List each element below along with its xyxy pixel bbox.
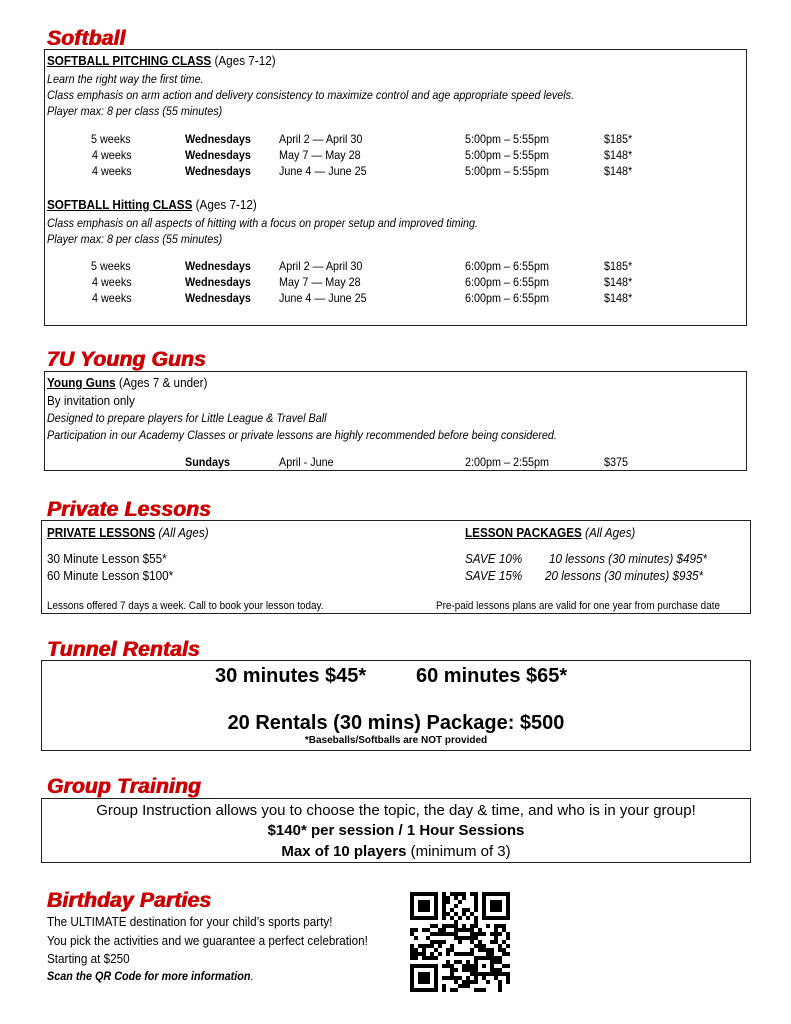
hitting-session-row: 4 weeks Wednesdays May 7 — May 28 6:00pm – 6:55pm $148* [92, 275, 633, 289]
group-training-desc: Group Instruction allows you to choose the topic, the day & time, and who is in your group! [96, 802, 696, 819]
lesson-60-min: 60 Minute Lesson $100* [47, 568, 174, 583]
hitting-class-title: SOFTBALL Hitting CLASS (Ages 7-12) [47, 197, 257, 212]
tunnel-note: *Baseballs/Softballs are NOT provided [304, 735, 488, 746]
pitching-desc-1: Learn the right way the first time. [47, 72, 204, 86]
private-lessons-box [41, 520, 751, 614]
tunnel-rentals-heading: Tunnel Rentals [47, 638, 200, 661]
birthday-line-1: The ULTIMATE destination for your child’s sports party! [47, 914, 333, 929]
lessons-note: Lessons offered 7 days a week. Call to book your lesson today. [47, 600, 324, 612]
softball-box [44, 49, 747, 326]
invitation-only-text: By invitation only [47, 393, 135, 408]
birthday-line-3: Starting at $250 [47, 951, 130, 966]
young-guns-heading: 7U Young Guns [47, 348, 206, 371]
private-lessons-heading: Private Lessons [47, 498, 212, 521]
private-lessons-title: PRIVATE LESSONS (All Ages) [47, 525, 209, 540]
packages-note: Pre-paid lessons plans are valid for one year from purchase date [436, 600, 720, 612]
young-guns-title: Young Guns (Ages 7 & under) [47, 375, 208, 390]
pitching-desc-2: Class emphasis on arm action and delivery consistency to maximize control and age appropriate speed levels. [47, 88, 575, 102]
hitting-session-row: 4 weeks Wednesdays June 4 — June 25 6:00pm – 6:55pm $148* [92, 291, 633, 305]
tunnel-rate-30: 30 minutes $45* [215, 665, 367, 687]
group-training-price: $140* per session / 1 Hour Sessions [267, 822, 525, 839]
tunnel-package: 20 Rentals (30 mins) Package: $500 [227, 712, 565, 734]
hitting-session-row: 5 weeks Wednesdays April 2 — April 30 6:00pm – 6:55pm $185* [91, 259, 633, 273]
group-training-heading: Group Training [47, 775, 202, 798]
pitching-session-row: 5 weeks Wednesdays April 2 — April 30 5:00pm – 5:55pm $185* [91, 132, 633, 146]
tunnel-rentals-box [41, 660, 751, 751]
softball-heading: Softball [47, 27, 126, 50]
package-20-save: SAVE 15% [465, 568, 523, 583]
group-training-box [41, 798, 751, 863]
birthday-scan-text: Scan the QR Code for more information. [47, 969, 254, 983]
young-guns-box [44, 371, 747, 471]
hitting-desc-1: Class emphasis on all aspects of hitting with a focus on proper setup and improved timing. [47, 216, 479, 230]
pitching-session-row: 4 weeks Wednesdays May 7 — May 28 5:00pm – 5:55pm $148* [92, 148, 633, 162]
lesson-30-min: 30 Minute Lesson $55* [47, 551, 167, 566]
birthday-heading: Birthday Parties [47, 889, 212, 912]
lesson-packages-title: LESSON PACKAGES (All Ages) [465, 525, 636, 540]
group-training-max: Max of 10 players (minimum of 3) [281, 843, 511, 860]
pitching-class-title: SOFTBALL PITCHING CLASS (Ages 7-12) [47, 53, 276, 68]
birthday-line-2: You pick the activities and we guarantee a perfect celebration! [47, 933, 368, 948]
package-10-desc: 10 lessons (30 minutes) $495* [549, 551, 708, 566]
package-10-save: SAVE 10% [465, 551, 523, 566]
young-guns-desc-1: Designed to prepare players for Little League & Travel Ball [47, 411, 327, 425]
pitching-session-row: 4 weeks Wednesdays June 4 — June 25 5:00pm – 5:55pm $148* [92, 164, 633, 178]
young-guns-desc-2: Participation in our Academy Classes or private lessons are highly recommended before being considered. [47, 428, 557, 442]
pitching-desc-3: Player max: 8 per class (55 minutes) [47, 104, 223, 118]
tunnel-rate-60: 60 minutes $65* [416, 665, 568, 687]
hitting-desc-2: Player max: 8 per class (55 minutes) [47, 232, 223, 246]
package-20-desc: 20 lessons (30 minutes) $935* [545, 568, 704, 583]
qr-code-icon[interactable] [410, 892, 510, 992]
young-guns-session-row: Sundays April - June 2:00pm – 2:55pm $375 [185, 455, 629, 469]
